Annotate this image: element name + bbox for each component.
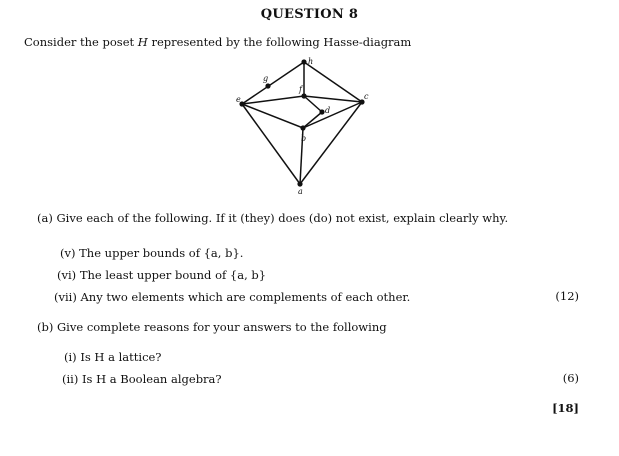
- total-marks: [18]: [552, 401, 579, 415]
- part-b-item-ii: [62, 372, 222, 386]
- edge-h-c: [304, 62, 362, 102]
- item-text: The upper bounds of {a, b}.: [79, 246, 244, 260]
- part-a-item-v: [60, 246, 243, 260]
- node-g: [265, 83, 270, 88]
- node-label-g: g: [263, 74, 269, 83]
- item-text: The least upper bound of {a, b}: [79, 268, 267, 282]
- node-label-e: e: [236, 95, 241, 104]
- node-f: [301, 93, 306, 98]
- part-a-marks: (12): [555, 289, 579, 303]
- part-a-item-vii: [54, 290, 410, 304]
- node-label-a: a: [298, 187, 303, 194]
- part-a-text: Give each of the following. If it (they) does (do) not exist, explain clearly why.: [56, 211, 509, 225]
- edge-c-a: [300, 102, 362, 184]
- part-b-heading: [37, 320, 387, 334]
- item-number: (i): [64, 350, 77, 364]
- part-b-item-i: [64, 350, 161, 364]
- part-b-text: Give complete reasons for your answers to the following: [57, 320, 387, 334]
- part-b-marks: (6): [562, 371, 579, 385]
- node-h: [301, 59, 306, 64]
- edge-b-c: [303, 102, 362, 128]
- hasse-diagram: [230, 54, 380, 194]
- node-d: [319, 109, 324, 114]
- node-label-f: f: [299, 85, 302, 94]
- intro-variable: H: [137, 35, 148, 49]
- part-b-label: (b): [37, 320, 54, 334]
- item-text: Is H a lattice?: [80, 350, 162, 364]
- intro-part-2: represented by the following Hasse-diagram: [147, 35, 412, 49]
- node-a: [297, 181, 302, 186]
- item-number: (vii): [54, 290, 77, 304]
- item-number: (ii): [62, 372, 79, 386]
- node-label-h: h: [308, 57, 314, 66]
- part-a-item-vi: [57, 268, 266, 282]
- item-text: Any two elements which are complements of each other.: [80, 290, 411, 304]
- node-label-c: c: [364, 92, 369, 101]
- item-text: Is H a Boolean algebra?: [82, 372, 222, 386]
- node-b: [300, 125, 305, 130]
- edge-f-d: [304, 96, 322, 112]
- intro-part-1: Consider the poset: [24, 35, 138, 49]
- item-number: (v): [60, 246, 76, 260]
- intro-text: [24, 35, 411, 49]
- node-label-d: d: [325, 106, 331, 115]
- part-a-label: (a): [37, 211, 53, 225]
- node-label-b: b: [301, 134, 307, 143]
- edge-d-b: [303, 112, 322, 128]
- item-number: (vi): [57, 268, 77, 282]
- question-title: QUESTION 8: [260, 7, 359, 22]
- part-a-heading: [37, 211, 508, 225]
